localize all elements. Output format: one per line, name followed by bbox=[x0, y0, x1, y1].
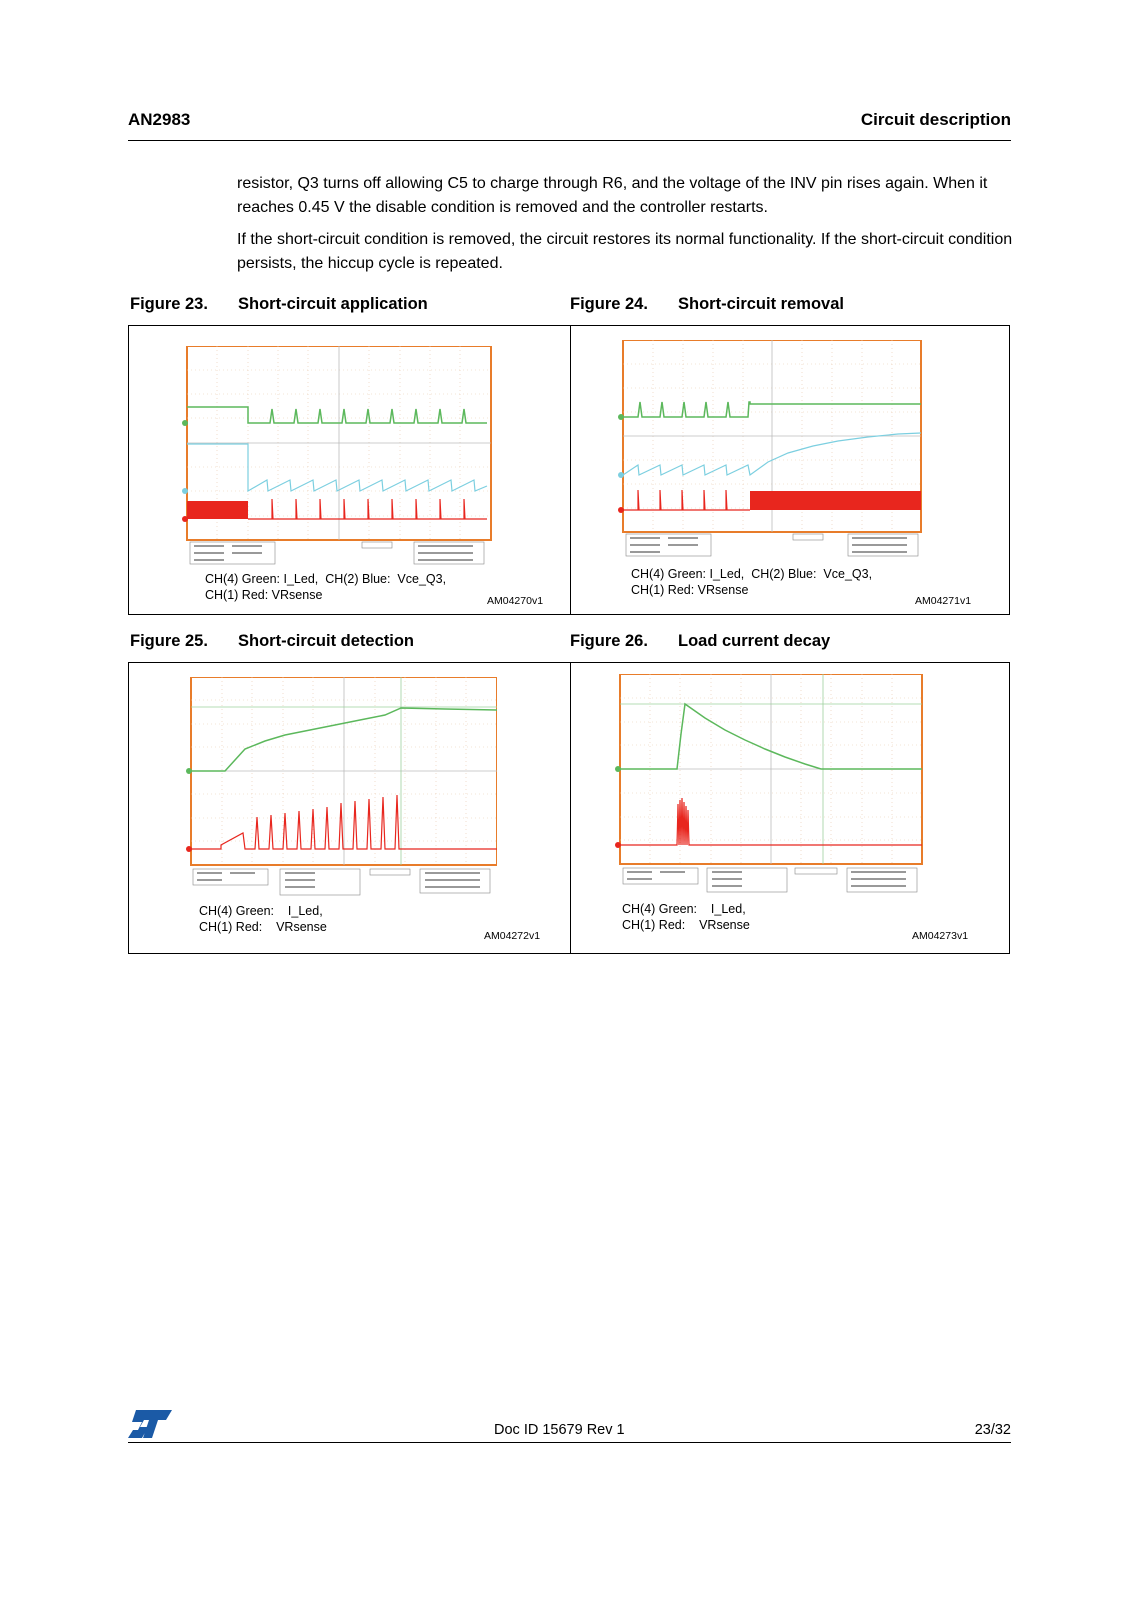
figure-23-title: Short-circuit application bbox=[238, 295, 428, 313]
paragraph-1: resistor, Q3 turns off allowing C5 to charge through R6, and the voltage of the INV pin rises again. When it reaches 0.45 V the disable condition is removed and the controller restarts. bbox=[237, 175, 988, 216]
figure-26-code: AM04273v1 bbox=[912, 930, 969, 942]
figure-26-legend: CH(4) Green: I_Led, CH(1) Red: VRsense bbox=[622, 902, 750, 932]
scope-trace-26 bbox=[615, 674, 927, 906]
footer-page-number: 23/32 bbox=[974, 1422, 1011, 1438]
st-logo-icon bbox=[128, 1410, 172, 1443]
header-rule bbox=[128, 140, 1011, 141]
figure-row-2 bbox=[128, 662, 1010, 954]
figure-24-legend: CH(4) Green: I_Led, CH(2) Blue: Vce_Q3, CH(1) Red: VRsense bbox=[631, 567, 873, 597]
figure-25-legend: CH(4) Green: I_Led, CH(1) Red: VRsense bbox=[199, 904, 327, 934]
section-title-header: Circuit description bbox=[860, 110, 1011, 129]
figure-divider-2 bbox=[570, 663, 571, 953]
scope-figure-23 bbox=[182, 346, 494, 578]
figure-25-title: Short-circuit detection bbox=[238, 632, 415, 650]
figure-25-number: Figure 25. bbox=[130, 632, 208, 650]
figure-24-title: Short-circuit removal bbox=[678, 295, 844, 313]
figure-25-code: AM04272v1 bbox=[484, 930, 541, 942]
figure-23-legend: CH(4) Green: I_Led, CH(2) Blue: Vce_Q3, CH(1) Red: VRsense bbox=[205, 572, 447, 602]
figure-26-caption bbox=[570, 632, 830, 651]
figure-25-caption bbox=[130, 632, 414, 651]
figure-26-number: Figure 26. bbox=[570, 632, 648, 650]
figure-23-number: Figure 23. bbox=[130, 295, 208, 313]
figure-23-code: AM04270v1 bbox=[487, 595, 544, 607]
figure-23-caption bbox=[130, 295, 428, 314]
figure-24-code: AM04271v1 bbox=[915, 595, 972, 607]
figure-24-number: Figure 24. bbox=[570, 295, 648, 313]
footer-doc-id: Doc ID 15679 Rev 1 bbox=[494, 1422, 625, 1438]
figure-divider bbox=[570, 326, 571, 614]
figure-26-title: Load current decay bbox=[678, 632, 831, 650]
scope-figure-26 bbox=[615, 674, 927, 906]
doc-id-header: AN2983 bbox=[128, 110, 191, 129]
footer-rule bbox=[128, 1442, 1011, 1443]
scope-figure-25 bbox=[185, 677, 497, 909]
scope-trace-24 bbox=[618, 340, 930, 572]
paragraph-2: If the short-circuit condition is removed, the circuit restores its normal functionality. If the short-circuit condition persists, the hiccup cycle is repeated. bbox=[237, 231, 1013, 272]
figure-row-1 bbox=[128, 325, 1010, 615]
figure-24-caption bbox=[570, 295, 844, 314]
scope-trace-23 bbox=[182, 346, 494, 578]
scope-trace-25 bbox=[185, 677, 497, 909]
scope-figure-24 bbox=[618, 340, 930, 572]
